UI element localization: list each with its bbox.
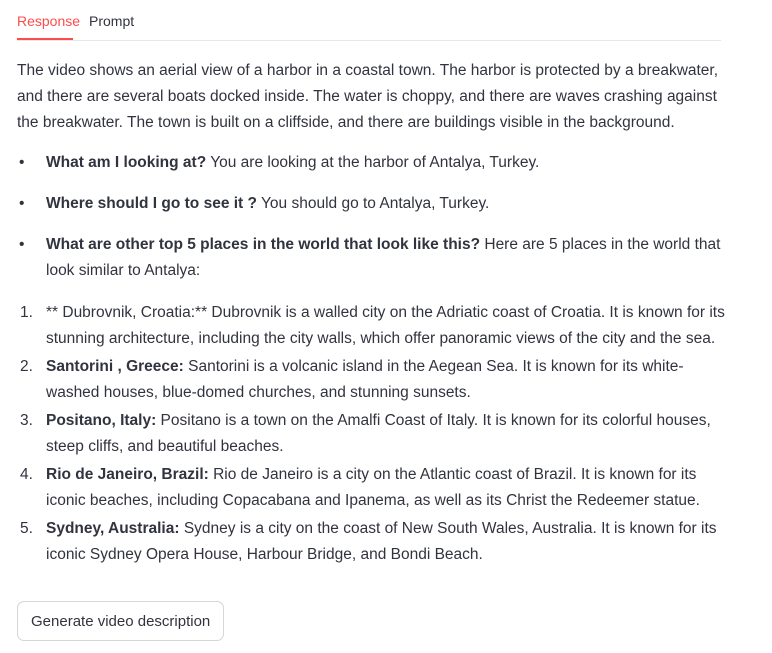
tab-bar bbox=[17, 0, 721, 41]
active-tab-indicator bbox=[17, 38, 73, 40]
place-name: Positano, Italy: bbox=[46, 412, 157, 429]
place-name: Sydney, Australia: bbox=[46, 520, 180, 537]
place-description: Sydney is a city on the coast of New South Wales, Australia. It is known for its iconic Sydney Opera House, Harbour Bridge, and Bondi Beach. bbox=[46, 520, 717, 563]
tab-prompt[interactable]: Prompt bbox=[89, 13, 135, 29]
tab-response[interactable]: Response bbox=[17, 13, 81, 29]
list-item bbox=[17, 191, 729, 217]
place-description: Positano is a town on the Amalfi Coast of Italy. It is known for its colorful houses, steep cliffs, and beautiful beaches. bbox=[46, 412, 711, 455]
intro-paragraph: The video shows an aerial view of a harbor in a coastal town. The harbor is protected by a breakwater, and there are several boats docked inside. The water is choppy, and there are waves crashing against the breakwater. The town is built on a cliffside, and there are buildings visible in the background. bbox=[17, 62, 719, 131]
list-item bbox=[17, 462, 729, 514]
list-number: 1. bbox=[20, 304, 33, 321]
generate-video-description-button[interactable]: Generate video description bbox=[17, 601, 224, 641]
list-item bbox=[17, 354, 729, 406]
response-content bbox=[17, 58, 729, 570]
list-number: 4. bbox=[20, 466, 33, 483]
list-number: 3. bbox=[20, 412, 33, 429]
list-item bbox=[17, 232, 729, 284]
question-text: What are other top 5 places in the world that look like this? bbox=[46, 236, 481, 253]
list-item bbox=[17, 300, 729, 352]
places-list bbox=[17, 300, 729, 568]
place-description: Santorini is a volcanic island in the Aegean Sea. It is known for its white-washed houses, blue-domed churches, and stunning sunsets. bbox=[46, 358, 684, 401]
answer-text: Here are 5 places in the world that look similar to Antalya: bbox=[46, 236, 721, 279]
bullet-icon: • bbox=[19, 195, 25, 212]
answer-text: You should go to Antalya, Turkey. bbox=[256, 195, 490, 212]
question-list bbox=[17, 150, 729, 284]
list-number: 5. bbox=[20, 520, 33, 537]
list-item bbox=[17, 408, 729, 460]
place-name: Santorini , Greece: bbox=[46, 358, 184, 375]
list-number: 2. bbox=[20, 358, 33, 375]
question-text: Where should I go to see it ? bbox=[46, 195, 257, 212]
place-description: Rio de Janeiro is a city on the Atlantic coast of Brazil. It is known for its iconic beaches, including Copacabana and Ipanema, as well as its Christ the Redeemer statue. bbox=[46, 466, 700, 509]
place-name: Rio de Janeiro, Brazil: bbox=[46, 466, 209, 483]
question-text: What am I looking at? bbox=[46, 154, 207, 171]
list-item bbox=[17, 150, 729, 176]
bullet-icon: • bbox=[19, 236, 25, 253]
bullet-icon: • bbox=[19, 154, 25, 171]
answer-text: You are looking at the harbor of Antalya, Turkey. bbox=[206, 154, 540, 171]
list-item bbox=[17, 516, 729, 568]
place-description: ** Dubrovnik, Croatia:** Dubrovnik is a walled city on the Adriatic coast of Croatia. It is known for its stunning architecture, including the city walls, which offer panoramic views of the city and the sea. bbox=[46, 304, 725, 347]
